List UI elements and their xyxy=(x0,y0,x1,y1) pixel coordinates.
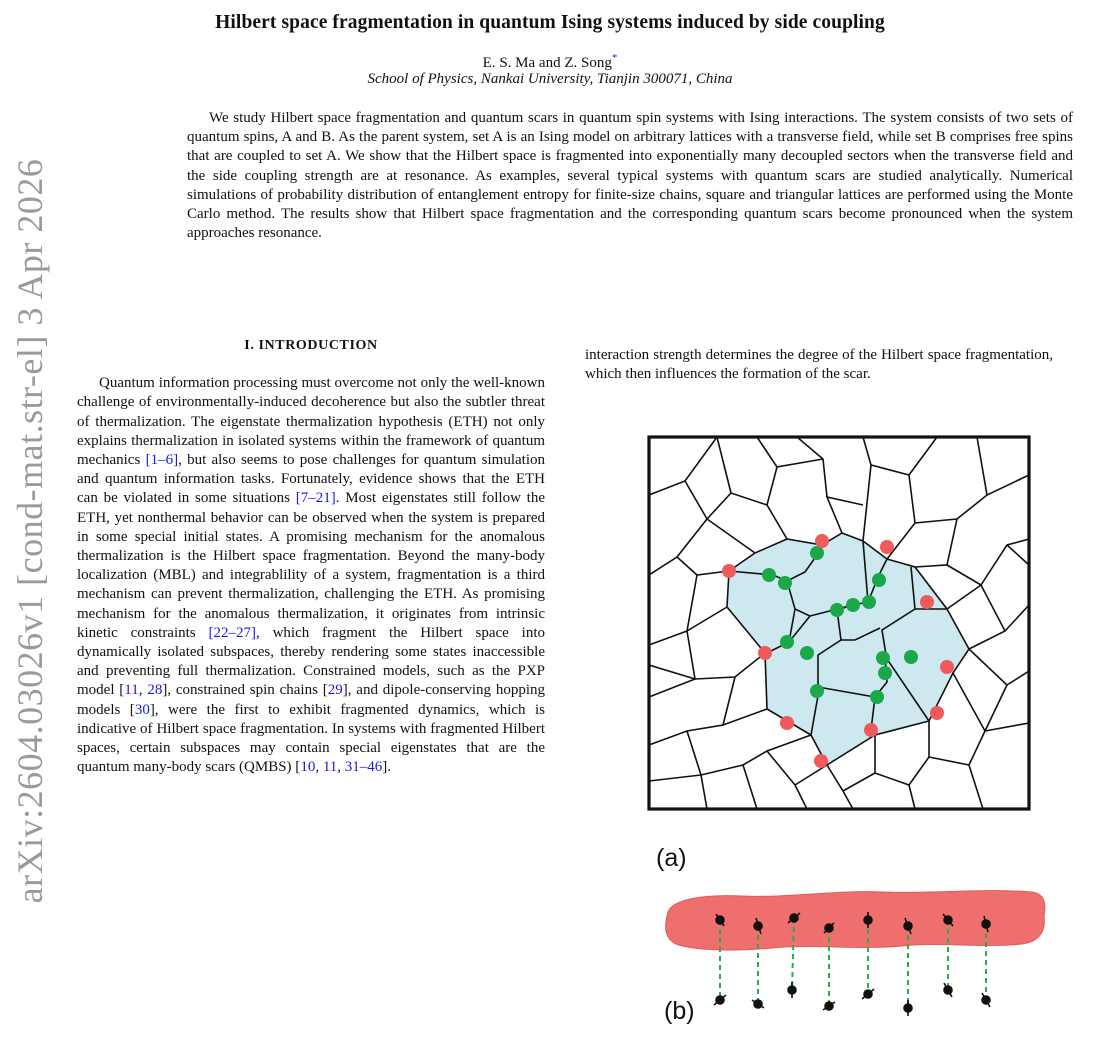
intro-text: ], were the first to exhibit fragmented dynamics, which is indicative of Hilbert space fragmentation. In systems with fragmented Hilbert spaces, certain subspaces may contain special eigenstates that are the quantum many-body scars (QMBS) [ xyxy=(77,701,546,776)
site-a xyxy=(778,576,792,590)
arxiv-stamp: arXiv:2604.03026v1 [cond-mat.str-el] 3 Apr 2026 xyxy=(10,158,50,904)
citation-link[interactable]: 11 xyxy=(322,759,338,776)
citation-link[interactable]: 28 xyxy=(147,682,163,699)
intro-text: , which fragment the Hilbert space into dynamically isolated subspaces, thereby rendering some states inaccessible and preventing full thermalization. Constrained models, such as the PXP model [ xyxy=(77,624,545,699)
figure-label-b: (b) xyxy=(664,997,695,1025)
intro-text: ], and dipole-conserving hopping models [ xyxy=(77,682,546,718)
citation-link[interactable]: 29 xyxy=(327,682,343,699)
citation-link[interactable]: 30 xyxy=(134,701,150,718)
site-b xyxy=(940,660,954,674)
site-a xyxy=(810,546,824,560)
citation-link[interactable]: [7–21] xyxy=(295,490,336,507)
site-b xyxy=(930,706,944,720)
citation-link[interactable]: [1–6] xyxy=(145,452,179,469)
site-a xyxy=(904,650,918,664)
site-b xyxy=(722,564,736,578)
site-a xyxy=(780,635,794,649)
figure-panel-a xyxy=(647,435,1031,811)
figure-panel-b xyxy=(662,886,1047,1024)
site-a xyxy=(800,646,814,660)
site-a xyxy=(810,684,824,698)
author-names: E. S. Ma and Z. Song xyxy=(482,55,612,71)
intro-paragraph xyxy=(77,374,545,777)
figure-label-a: (a) xyxy=(656,844,687,872)
site-a xyxy=(830,603,844,617)
paper-title: Hilbert space fragmentation in quantum Ising systems induced by side coupling xyxy=(215,12,885,33)
site-b xyxy=(814,754,828,768)
intro-text: ]. xyxy=(382,759,392,776)
authors xyxy=(0,52,1100,72)
site-a xyxy=(862,595,876,609)
left-column xyxy=(77,336,545,777)
abstract: We study Hilbert space fragmentation and quantum scars in quantum spin systems with Ising interactions. The system consists of two sets of quantum spins, A and B. As the parent system, set A is an Ising model on arbitrary lattices with a transverse field, while set B comprises free spins that are coupled to set A. We show that the Hilbert space is fragmented into exponentially many decoupled sectors when the transverse field and the side coupling strength are at resonance. As examples, several typical systems with quantum scars are studied analytically. Numerical simulations of probability distribution of entanglement entropy for finite-size chains, square and triangular lattices are performed using the Monte Carlo method. The results show that Hilbert space fragmentation and the corresponding quantum scars become pronounced when the system approaches resonance. xyxy=(187,110,1073,242)
site-b xyxy=(780,716,794,730)
site-b xyxy=(758,646,772,660)
affiliation: School of Physics, Nankai University, Tianjin 300071, China xyxy=(367,71,733,87)
intro-text: , xyxy=(337,759,345,776)
site-a xyxy=(872,573,886,587)
site-a xyxy=(846,598,860,612)
site-a xyxy=(870,690,884,704)
site-a xyxy=(878,666,892,680)
site-b xyxy=(864,723,878,737)
site-a xyxy=(876,651,890,665)
section-heading-introduction: I. INTRODUCTION xyxy=(244,338,378,353)
intro-text: . Most eigenstates still follow the ETH, yet nonthermal behavior can be observed when the system is prepared in some special initial states. A promising mechanism for the anomalous thermalization is the Hilbert space fragmentation. Beyond the many-body localization (MBL) and integrablility of a system, fragmentation is a third mechanism can prevent thermalization, challenging the ETH. As promising mechanism for the anomalous thermalization, it originates from intrinsic kinetic constraints xyxy=(77,490,545,641)
site-b xyxy=(815,534,829,548)
citation-link[interactable]: 10 xyxy=(300,759,316,776)
site-b xyxy=(920,595,934,609)
site-a xyxy=(762,568,776,582)
corresponding-author-link[interactable]: * xyxy=(611,52,618,64)
intro-text: , xyxy=(138,682,148,699)
intro-text: ], constrained spin chains [ xyxy=(162,682,328,699)
citation-link[interactable]: 11 xyxy=(124,682,139,699)
citation-link[interactable]: [22–27] xyxy=(208,624,256,641)
citation-link[interactable]: 31–46 xyxy=(344,759,383,776)
right-column-text: interaction strength determines the degree of the Hilbert space fragmentation, which then influences the formation of the scar. xyxy=(585,347,1053,383)
intro-text: , xyxy=(315,759,323,776)
intro-text: , but also seems to pose challenges for quantum simulation and quantum information tasks. Fortunately, evidence shows that the ETH can be violated in some situations xyxy=(77,452,545,507)
intro-text: Quantum information processing must overcome not only the well-known challenge of environmentally-induced decoherence but also the subtler threat of thermalization. The eigenstate thermalization hypothesis (ETH) not only explains thermalization in isolated systems within the framework of quantum mechanics xyxy=(77,375,545,469)
site-b xyxy=(880,540,894,554)
